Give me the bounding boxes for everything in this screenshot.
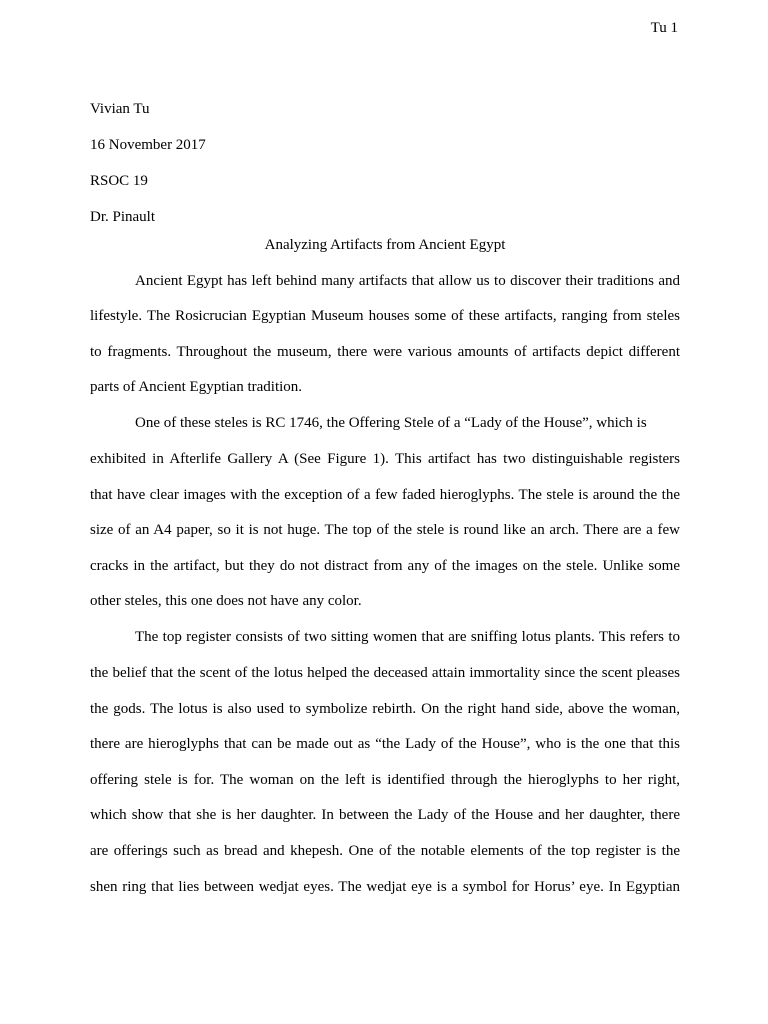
body-line: Ancient Egypt has left behind many artifacts that allow us to discover their traditions and: [135, 273, 680, 289]
body-line: which show that she is her daughter. In between the Lady of the House and her daughter, there: [90, 807, 680, 823]
body-line: that have clear images with the exception of a few faded hieroglyphs. The stele is around the the: [90, 487, 680, 503]
body-line: to fragments. Throughout the museum, there were various amounts of artifacts depict different: [90, 344, 680, 360]
body-line: offering stele is for. The woman on the left is identified through the hieroglyphs to her right,: [90, 772, 680, 788]
course-line: RSOC 19: [90, 173, 148, 189]
body-line: One of these steles is RC 1746, the Offering Stele of a “Lady of the House”, which is: [135, 415, 647, 431]
body-line: parts of Ancient Egyptian tradition.: [90, 379, 303, 395]
heading-block: [90, 91, 680, 235]
body-line: exhibited in Afterlife Gallery A (See Figure 1). This artifact has two distinguishable registers: [90, 451, 680, 467]
body-line: other steles, this one does not have any color.: [90, 593, 362, 609]
body-line: the gods. The lotus is also used to symbolize rebirth. On the right hand side, above the woman,: [90, 701, 680, 717]
body-line: are offerings such as bread and khepesh. One of the notable elements of the top register is the: [90, 843, 680, 859]
body-line: the belief that the scent of the lotus helped the deceased attain immortality since the scent pleases: [90, 665, 680, 681]
date-line: 16 November 2017: [90, 137, 206, 153]
body-line: lifestyle. The Rosicrucian Egyptian Museum houses some of these artifacts, ranging from steles: [90, 308, 680, 324]
body-line: cracks in the artifact, but they do not distract from any of the images on the stele. Unlike some: [90, 558, 680, 574]
author-name: Vivian Tu: [90, 101, 150, 117]
body-line: there are hieroglyphs that can be made out as “the Lady of the House”, who is the one that this: [90, 736, 680, 752]
essay-title: Analyzing Artifacts from Ancient Egypt: [264, 237, 506, 253]
body-line: shen ring that lies between wedjat eyes. The wedjat eye is a symbol for Horus’ eye. In Egyptian: [90, 879, 680, 895]
instructor-line: Dr. Pinault: [90, 209, 156, 225]
body-line: size of an A4 paper, so it is not huge. The top of the stele is round like an arch. There are a few: [90, 522, 680, 538]
page-number: Tu 1: [650, 20, 678, 36]
body-line: The top register consists of two sitting women that are sniffing lotus plants. This refers to: [135, 629, 680, 645]
